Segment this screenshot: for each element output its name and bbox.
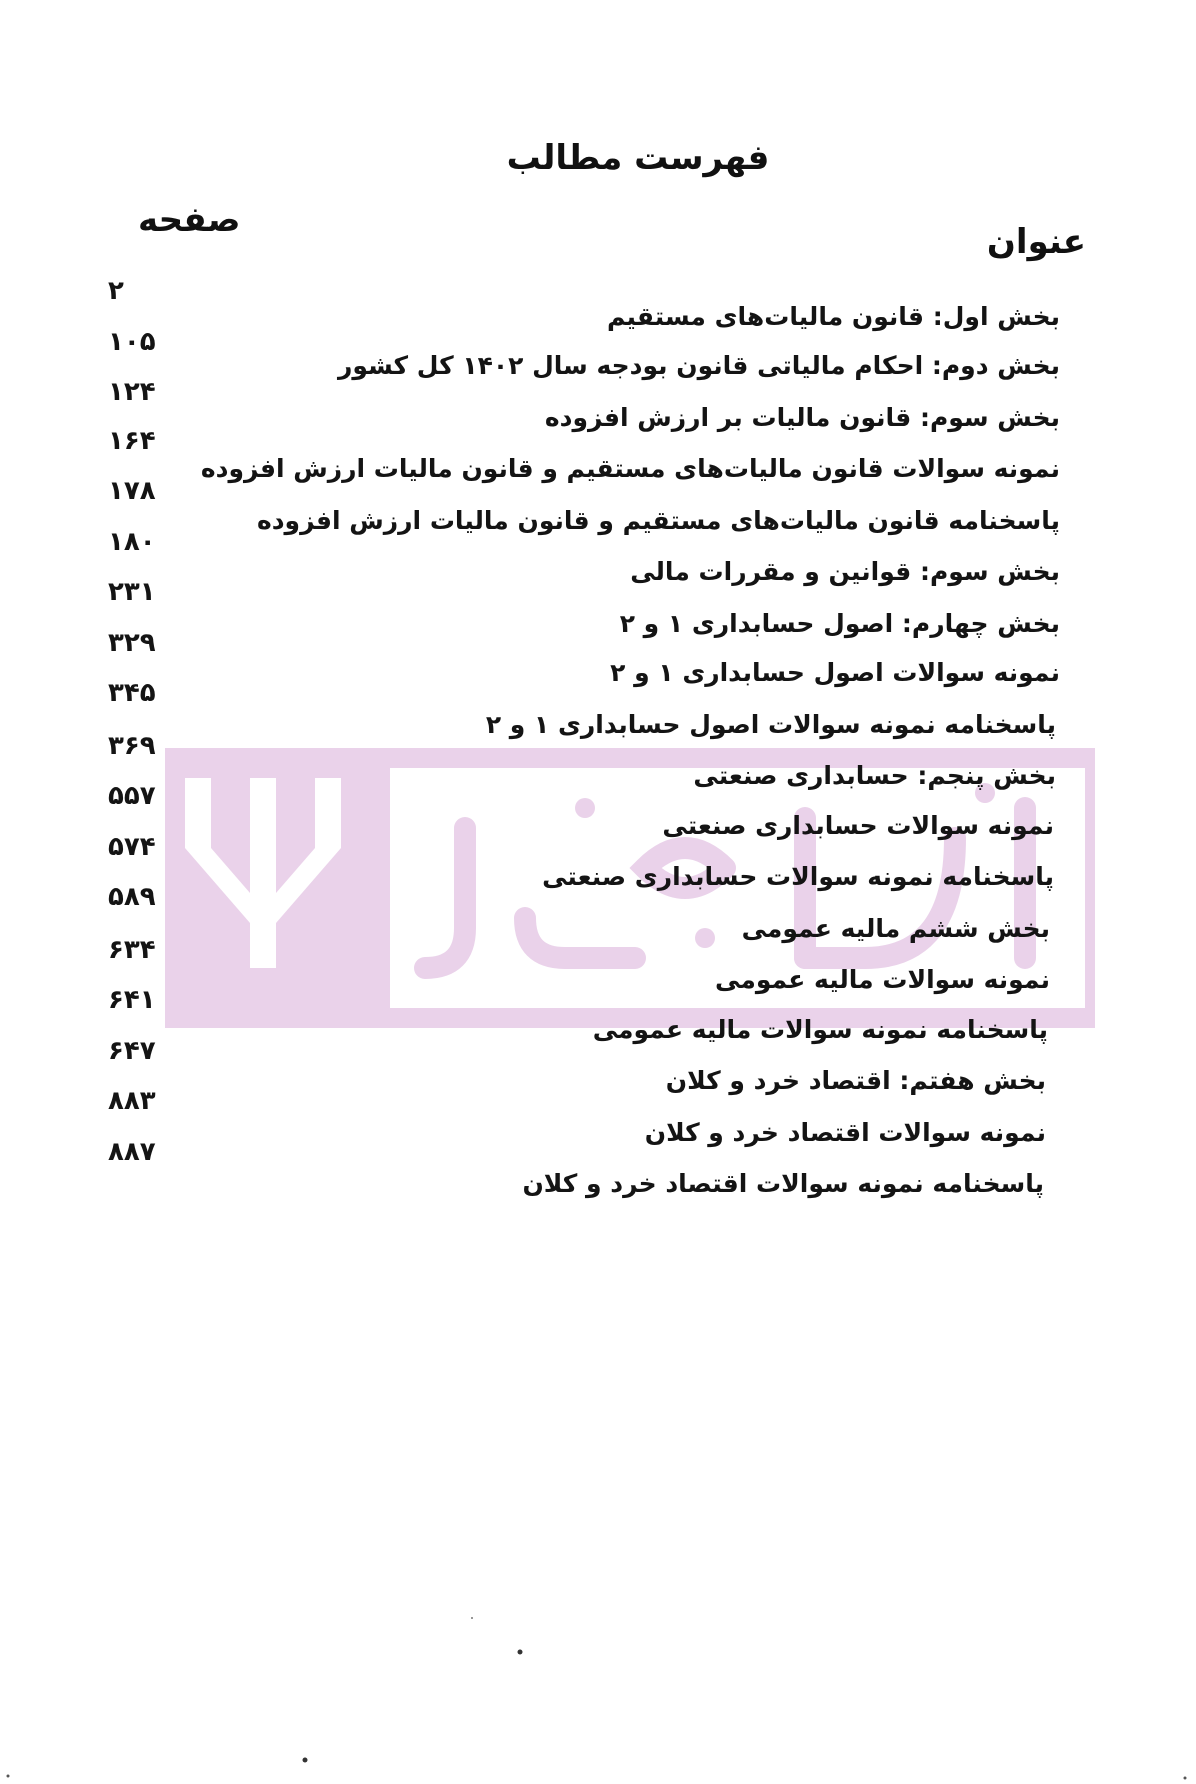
toc-entry-title: پاسخنامه نمونه سوالات اصول حسابداری ۱ و ۲ — [485, 710, 1056, 739]
toc-page-number: ۵۷۴ — [108, 832, 156, 862]
toc-page-number: ۳۲۹ — [108, 628, 156, 658]
toc-entry-title: پاسخنامه نمونه سوالات اقتصاد خرد و کلان — [522, 1169, 1044, 1198]
toc-entry-title: نمونه سوالات قانون مالیات‌های مستقیم و قانون مالیات ارزش افزوده — [200, 454, 1060, 483]
toc-entry-title: نمونه سوالات مالیه عمومی — [715, 965, 1050, 994]
toc-entry-title: بخش پنجم: حسابداری صنعتی — [693, 761, 1056, 790]
toc-entry-title: بخش ششم مالیه عمومی — [741, 914, 1050, 943]
toc-page-number: ۲۳۱ — [108, 577, 156, 607]
toc-page-number: ۵۸۹ — [108, 882, 156, 912]
toc-page-number: ۱۷۸ — [108, 476, 156, 506]
toc-entry-title: پاسخنامه قانون مالیات‌های مستقیم و قانون مالیات ارزش افزوده — [256, 506, 1060, 535]
toc-page-number: ۸۸۳ — [108, 1086, 156, 1116]
toc-entry-title: نمونه سوالات اقتصاد خرد و کلان — [644, 1118, 1046, 1147]
toc-page-number: ۶۴۷ — [108, 1036, 156, 1066]
toc-page-number: ۸۸۷ — [108, 1137, 156, 1167]
toc-page-number: ۱۸۰ — [108, 527, 156, 557]
toc-entry-title: بخش سوم: قوانین و مقررات مالی — [630, 557, 1060, 586]
toc-entry-title: نمونه سوالات حسابداری صنعتی — [662, 811, 1054, 840]
toc-entry-title: بخش سوم: قانون مالیات بر ارزش افزوده — [544, 403, 1060, 432]
page-title: فهرست مطالب — [506, 138, 770, 178]
toc-entry-title: پاسخنامه نمونه سوالات حسابداری صنعتی — [542, 862, 1054, 891]
toc-page-number: ۳۴۵ — [108, 678, 156, 708]
toc-page-number: ۱۲۴ — [108, 377, 156, 407]
toc-entry-title: نمونه سوالات اصول حسابداری ۱ و ۲ — [610, 658, 1060, 687]
toc-page-number: ۵۵۷ — [108, 781, 156, 811]
toc-page-number: ۶۳۴ — [108, 935, 156, 965]
toc-page-number: ۲ — [108, 276, 124, 306]
toc-page-number: ۱۶۴ — [108, 426, 156, 456]
toc-entry-title: بخش هفتم: اقتصاد خرد و کلان — [665, 1066, 1046, 1095]
toc-entry-title: پاسخنامه نمونه سوالات مالیه عمومی — [592, 1015, 1048, 1044]
page-column-header: صفحه — [138, 200, 241, 240]
toc-page-number: ۶۴۱ — [108, 985, 156, 1015]
toc-entry-title: بخش دوم: احکام مالیاتی قانون بودجه سال ۱۴۰۲ کل کشور — [338, 351, 1060, 380]
toc-page-number: ۱۰۵ — [108, 327, 156, 357]
toc-entry-title: بخش چهارم: اصول حسابداری ۱ و ۲ — [619, 609, 1060, 638]
title-column-header: عنوان — [986, 222, 1086, 262]
toc-page-number: ۳۶۹ — [108, 731, 156, 761]
toc-entry-title: بخش اول: قانون مالیات‌های مستقیم — [606, 302, 1060, 331]
